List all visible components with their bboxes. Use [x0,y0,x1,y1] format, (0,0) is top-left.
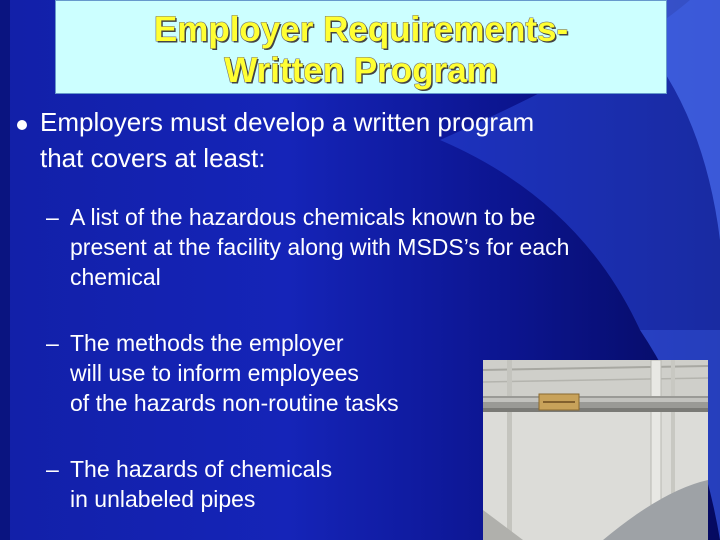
main-bullet-line-2: that covers at least: [40,143,266,173]
sub-item-line: chemical [70,264,161,290]
dash-icon: – [46,204,59,230]
sub-item-line: present at the facility along with MSDS’s for each [70,234,570,260]
pipe-photo-icon [483,360,708,540]
dash-icon: – [46,456,59,482]
main-bullet [40,104,680,176]
main-bullet-line-1: Employers must develop a written program [40,107,535,137]
sub-item-line: The methods the employer [70,330,344,356]
dash-icon: – [46,330,59,356]
sub-item-line: in unlabeled pipes [70,486,256,512]
sub-item-line: of the hazards non-routine tasks [70,390,399,416]
sub-item-unlabeled-pipes [46,454,486,514]
bullet-dot-icon [17,120,27,130]
sub-item-line: The hazards of chemicals [70,456,333,482]
sub-item-hazard-list [46,202,696,292]
slide-title-box [55,0,667,94]
slide-title-line-1: Employer Requirements- [153,10,569,49]
sub-item-line: will use to inform employees [70,360,359,386]
sub-item-inform-methods [46,328,486,418]
slide-title-line-2: Written Program [224,51,498,90]
sub-item-line: A list of the hazardous chemicals known to be [70,204,536,230]
